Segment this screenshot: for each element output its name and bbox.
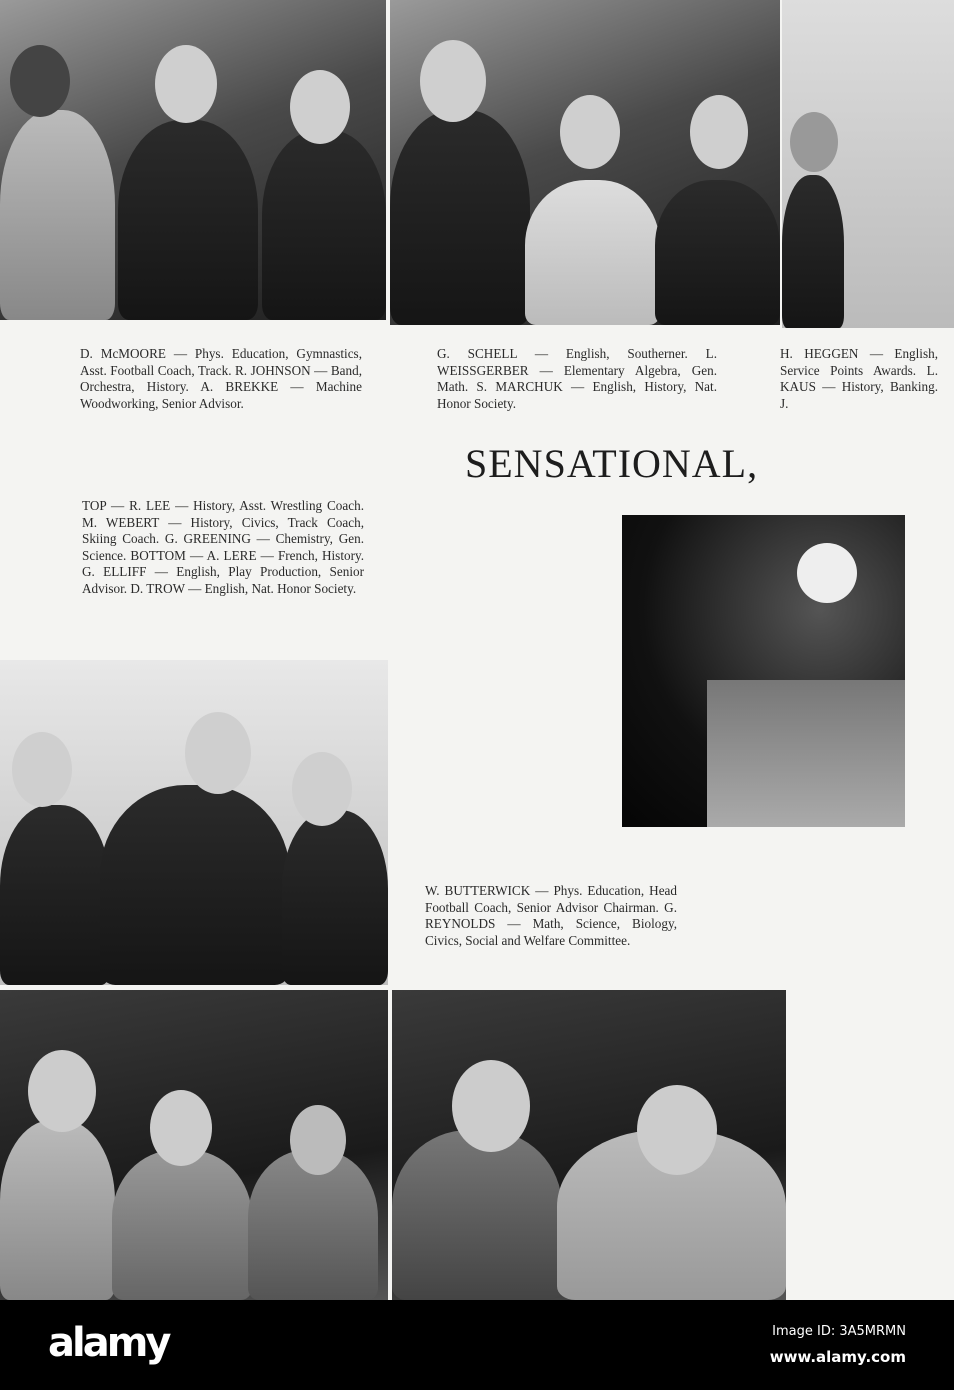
photo-heggen	[782, 0, 954, 328]
photo-schell-weissgerber-marchuk	[390, 0, 780, 325]
alamy-logo: alamy	[48, 1320, 169, 1366]
photo-lere-elliff-trow	[0, 990, 388, 1300]
image-id-label: Image ID: 3A5MRMN	[772, 1324, 906, 1339]
caption-middle-left: TOP — R. LEE — History, Asst. Wrestling Coach. M. WEBERT — History, Civics, Track Coach, Skiing Coach. G. GREENING — Chemistry, Gen. Science. BOTTOM — A. LERE — French, History. G. ELLIFF — English, Play Production, Senior Advisor. D. TROW — English, Nat. Honor Society.	[82, 498, 364, 596]
watermark-banner	[0, 1300, 954, 1390]
caption-top-middle: G. SCHELL — English, Southerner. L. WEISSGERBER — Elementary Algebra, Gen. Math. S. MARCHUK — English, History, Nat. Honor Society.	[437, 346, 717, 411]
caption-middle-right: W. BUTTERWICK — Phys. Education, Head Football Coach, Senior Advisor Chairman. G. REYNOLDS — Math, Science, Biology, Civics, Social and Welfare Committee.	[425, 883, 677, 948]
watermark-url: www.alamy.com	[769, 1348, 906, 1366]
photo-butterwick-reynolds	[392, 990, 786, 1300]
photo-lee-webert-greening	[0, 660, 388, 985]
photo-mcmoore-johnson-brekke	[0, 0, 386, 320]
caption-top-right: H. HEGGEN — English, Service Points Awards. L. KAUS — History, Banking. J.	[780, 346, 938, 411]
caption-top-left: D. McMOORE — Phys. Education, Gymnastics, Asst. Football Coach, Track. R. JOHNSON — Band, Orchestra, History. A. BREKKE — Machine Woodworking, Senior Advisor.	[80, 346, 362, 411]
photo-drill-press	[622, 515, 905, 827]
page-heading: SENSATIONAL,	[465, 441, 759, 486]
